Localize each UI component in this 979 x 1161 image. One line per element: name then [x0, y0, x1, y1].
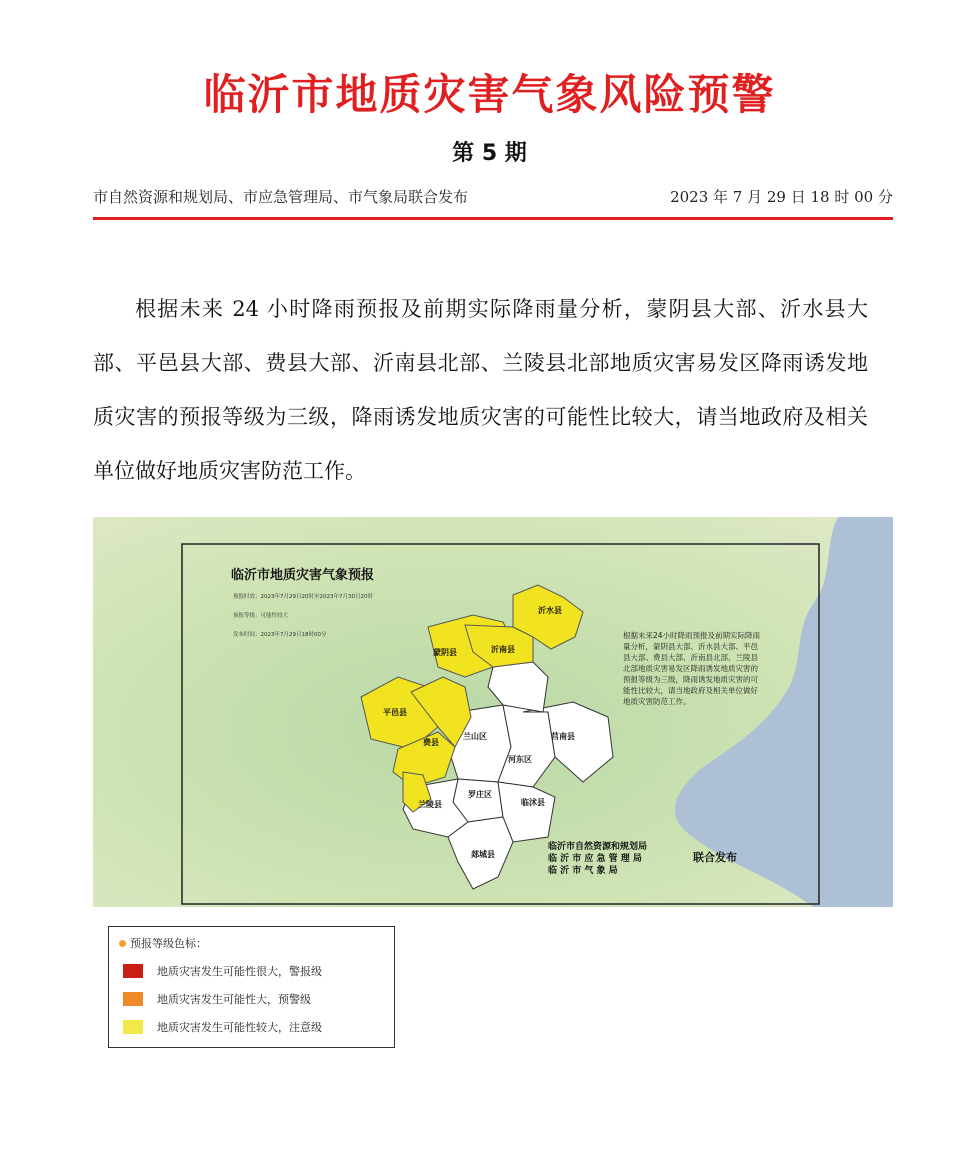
label-yinan: 沂南县 — [491, 645, 515, 654]
legend-label-red: 地质灾害发生可能性很大，警报级 — [157, 965, 322, 978]
label-tancheng: 郯城县 — [471, 850, 495, 859]
map-title: 临沂市地质灾害气象预报 — [231, 568, 375, 583]
map-info-3: 发布时间：2023年7月29日18时00分 — [233, 632, 327, 638]
publisher: 市自然资源和规划局、市应急管理局、市气象局联合发布 — [93, 188, 469, 206]
label-feixian: 费县 — [423, 738, 439, 747]
legend-swatch-red — [123, 964, 143, 978]
label-lanling: 兰陵县 — [418, 800, 442, 809]
legend-title-text: 预报等级色标： — [130, 937, 207, 950]
label-lanshan: 兰山区 — [463, 732, 487, 741]
label-junan: 莒南县 — [551, 732, 575, 741]
legend-box — [108, 926, 395, 1048]
legend-label-yellow: 地质灾害发生可能性较大，注意级 — [157, 1021, 322, 1034]
map-info-1: 预报时效：2023年7月29日20时至2023年7月30日20时 — [233, 594, 373, 600]
legend-swatch-orange — [123, 992, 143, 1006]
label-yishui: 沂水县 — [538, 606, 562, 615]
body-paragraph: 根据未来 24 小时降雨预报及前期实际降雨量分析，蒙阴县大部、沂水县大部、平邑县大部、费县大部、沂南县北部、兰陵县北部地质灾害易发区降雨诱发地质灾害的预报等级为三级，降雨诱发地质灾害的可能性比较大，请当地政府及相关单位做好地质灾害防范工作。 — [93, 297, 868, 483]
legend-swatch-yellow — [123, 1020, 143, 1034]
label-linshu: 临沭县 — [521, 798, 545, 807]
label-pingyi: 平邑县 — [383, 708, 407, 717]
map-info-2: 预报等级：可能性较大 — [233, 613, 289, 619]
agency-2: 临 沂 市 应 急 管 理 局 — [548, 854, 642, 864]
warning-map — [93, 517, 893, 907]
legend-item-red — [123, 963, 322, 979]
issue-number: 第 5 期 — [452, 141, 527, 166]
map-joint: 联合发布 — [693, 851, 737, 864]
agency-3: 临 沂 市 气 象 局 — [548, 866, 618, 876]
map-note: 根据未来24小时降雨预报及前期实际降雨量分析，蒙阴县大部、沂水县大部、平邑县大部、费县大部、沂南县北部、兰陵县北部地质灾害易发区降雨诱发地质灾害的预报等级为三级，降雨诱发地质灾害的可能性比较大，请当地政府及相关单位做好地质灾害防范工作。 — [623, 631, 761, 706]
legend-dot-icon — [119, 940, 126, 947]
agency-1: 临沂市自然资源和规划局 — [548, 842, 648, 852]
label-mengyin: 蒙阴县 — [433, 648, 457, 657]
legend-title — [119, 935, 207, 951]
label-hedong: 河东区 — [508, 755, 532, 764]
legend-item-orange — [123, 991, 311, 1007]
label-luozhuang: 罗庄区 — [468, 790, 492, 799]
publish-time: 2023 年 7 月 29 日 18 时 00 分 — [670, 188, 893, 206]
publisher-line — [93, 186, 893, 207]
legend-label-orange: 地质灾害发生可能性大，预警级 — [157, 993, 311, 1006]
legend-item-yellow — [123, 1019, 322, 1035]
document-title: 临沂市地质灾害气象风险预警 — [203, 70, 776, 119]
red-divider — [93, 217, 893, 220]
